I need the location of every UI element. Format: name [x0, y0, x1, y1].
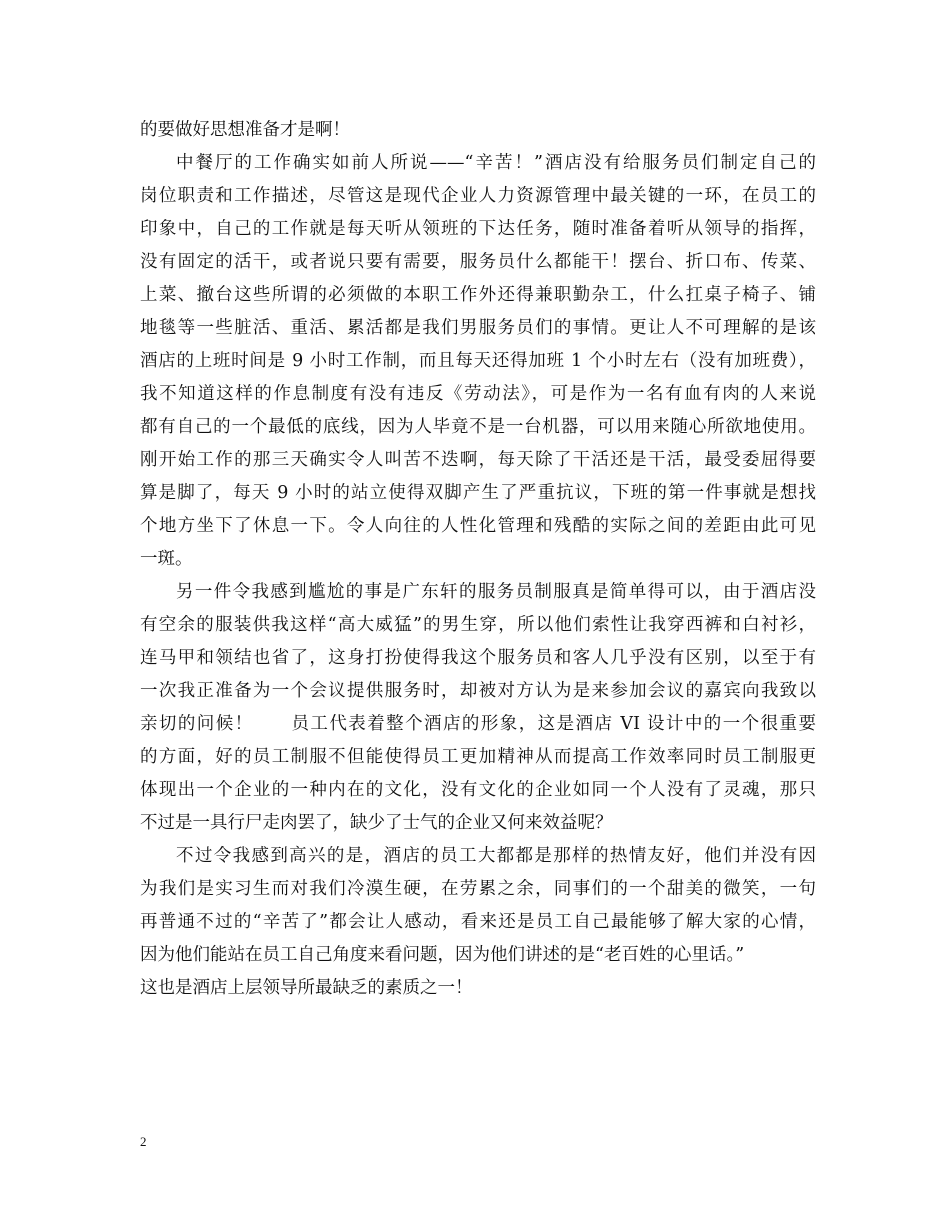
text-line: 为我们是实习生而对我们冷漠生硬，在劳累之余，同事们的一个甜美的微笑，一句 — [140, 879, 816, 899]
text-line: 个地方坐下了休息一下。令人向往的人性化管理和残酷的实际之间的差距由此可见 — [140, 516, 816, 536]
text-line: 算是脚了，每天 9 小时的站立使得双脚产生了严重抗议，下班的第一件事就是想找 — [140, 483, 816, 503]
text-line: 不过是一具行尸走肉罢了，缺少了士气的企业又何来效益呢？ — [140, 813, 613, 833]
text-line: 这也是酒店上层领导所最缺乏的素质之一！ — [140, 978, 473, 998]
text-line: 刚开始工作的那三天确实令人叫苦不迭啊，每天除了干活还是干活，最受委屈得要 — [140, 450, 816, 470]
text-line: 上菜、撤台这些所谓的必须做的本职工作外还得兼职勤杂工，什么扛桌子椅子、铺 — [140, 285, 816, 305]
text-line: 地毯等一些脏活、重活、累活都是我们男服务员们的事情。更让人不可理解的是该 — [140, 318, 816, 338]
text-line: 的方面，好的员工制服不但能使得员工更加精神从而提高工作效率同时员工制服更 — [140, 747, 816, 767]
text-line: 中餐厅的工作确实如前人所说——“辛苦！”酒店没有给服务员们制定自己的 — [176, 153, 816, 173]
text-line: 体现出一个企业的一种内在的文化，没有文化的企业如同一个人没有了灵魂，那只 — [140, 780, 816, 800]
text-line: 另一件令我感到尴尬的事是广东轩的服务员制服真是简单得可以，由于酒店没 — [176, 582, 816, 602]
text-line: 再普通不过的“辛苦了”都会让人感动，看来还是员工自己最能够了解大家的心情， — [140, 912, 816, 932]
text-line: 的要做好思想准备才是啊！ — [140, 120, 350, 140]
text-line: 印象中，自己的工作就是每天听从领班的下达任务，随时准备着听从领导的指挥， — [140, 219, 816, 239]
page-number: 2 — [140, 1134, 147, 1149]
text-line: 因为他们能站在员工自己角度来看问题，因为他们讲述的是“老百姓的心里话。” — [140, 945, 745, 965]
text-line: 岗位职责和工作描述，尽管这是现代企业人力资源管理中最关键的一环，在员工的 — [140, 186, 816, 206]
text-line: 有空余的服装供我这样“高大威猛”的男生穿，所以他们索性让我穿西裤和白衬衫， — [140, 615, 816, 635]
text-line: 一斑。 — [140, 549, 193, 569]
text-line: 没有固定的活干，或者说只要有需要，服务员什么都能干！摆台、折口布、传菜、 — [140, 252, 816, 272]
text-line: 亲切的问候！ 员工代表着整个酒店的形象，这是酒店 VI 设计中的一个很重要 — [140, 714, 816, 734]
text-line: 酒店的上班时间是 9 小时工作制，而且每天还得加班 1 个小时左右（没有加班费）， — [140, 351, 816, 371]
text-line: 我不知道这样的作息制度有没有违反《劳动法》，可是作为一名有血有肉的人来说 — [140, 384, 816, 404]
text-line: 不过令我感到高兴的是，酒店的员工大都都是那样的热情友好，他们并没有因 — [176, 846, 816, 866]
text-line: 都有自己的一个最低的底线，因为人毕竟不是一台机器，可以用来随心所欲地使用。 — [140, 417, 816, 437]
document-body — [140, 114, 816, 1005]
text-line: 一次我正准备为一个会议提供服务时，却被对方认为是来参加会议的嘉宾向我致以 — [140, 681, 816, 701]
text-line: 连马甲和领结也省了，这身打扮使得我这个服务员和客人几乎没有区别，以至于有 — [140, 648, 816, 668]
